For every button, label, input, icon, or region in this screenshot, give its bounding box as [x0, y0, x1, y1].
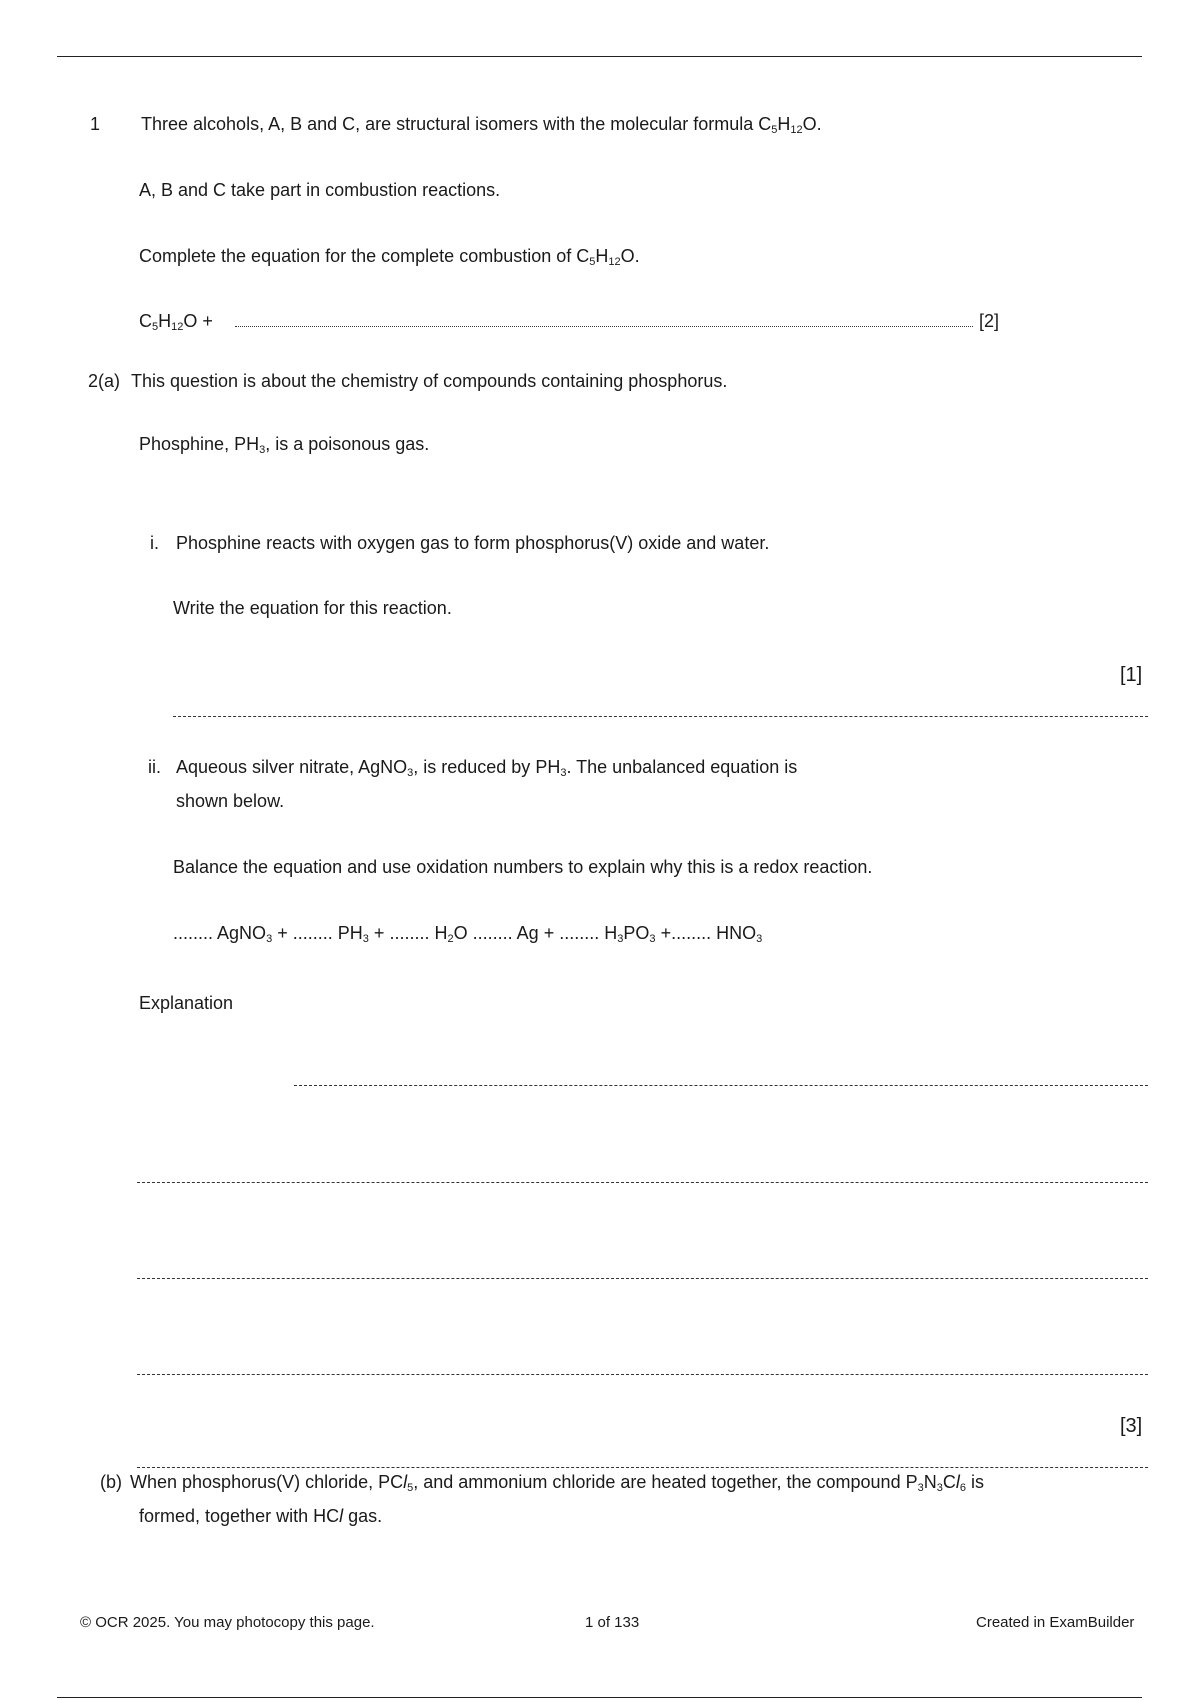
question-1-instruction: Complete the equation for the complete combustion of $C_5H_{12}O$.: [139, 246, 640, 268]
answer-dotted-line[interactable]: [235, 325, 973, 327]
header-rule: [57, 56, 1142, 57]
footer-copyright: © OCR 2025. You may photocopy this page.: [80, 1614, 375, 1631]
marks-part-i: [1]: [1120, 664, 1143, 686]
footer-page-number: 1 of 133: [585, 1614, 640, 1631]
part-i-instruction: Write the equation for this reaction.: [173, 598, 452, 618]
coefficient-blank[interactable]: ........: [173, 923, 214, 943]
coefficient-blank[interactable]: ........: [292, 923, 333, 943]
part-b-text-line2: formed, together with HCl gas.: [139, 1506, 383, 1526]
question-2-intro: This question is about the chemistry of compounds containing phosphorus.: [131, 371, 728, 391]
combustion-equation-lhs: $C_5H_{12}O$ +: [139, 311, 213, 333]
intro-text: Three alcohols, A, B and C, are structural isomers with the molecular formula: [141, 114, 759, 134]
redox-equation: ........ AgNO$_3$ + ........ $PH_3$ + ........ $H_2O$ ........ Ag + ........ $H_3PO_3$ +........ $HNO_3$: [173, 923, 763, 945]
coefficient-blank[interactable]: ........: [389, 923, 430, 943]
explanation-line-1[interactable]: [294, 1085, 1148, 1086]
part-ii-text: Aqueous silver nitrate, AgNO$_3$, is reduced by $PH_3$. The unbalanced equation is: [176, 757, 798, 779]
part-b-text: When phosphorus(V) chloride, PCl$_5$, and ammonium chloride are heated together, the compound $P_3N_3Cl_6$ is: [130, 1472, 984, 1494]
coefficient-blank[interactable]: ........: [472, 923, 513, 943]
footer-created: Created in ExamBuilder: [976, 1614, 1135, 1631]
coefficient-blank[interactable]: ........: [559, 923, 600, 943]
footer-rule: [57, 1697, 1142, 1698]
phosphine-statement: Phosphine, $PH_3$, is a poisonous gas.: [139, 434, 430, 456]
question-number: 2(a): [88, 371, 121, 391]
question-1-line2: A, B and C take part in combustion reactions.: [139, 180, 501, 200]
marks-q1: [2]: [979, 311, 1000, 331]
explanation-line-3[interactable]: [137, 1278, 1148, 1279]
explanation-line-2[interactable]: [137, 1182, 1148, 1183]
answer-line-part-i[interactable]: [173, 716, 1148, 717]
question-1-intro: Three alcohols, A, B and C, are structural isomers with the molecular formula $C_5H_{12}O$.: [141, 114, 822, 136]
explanation-line-4[interactable]: [137, 1374, 1148, 1375]
part-i-text: Phosphine reacts with oxygen gas to form phosphorus(V) oxide and water.: [176, 533, 770, 553]
part-ii-instruction: Balance the equation and use oxidation numbers to explain why this is a redox reaction.: [173, 857, 873, 877]
answer-line-q1[interactable]: [235, 311, 973, 332]
explanation-line-5[interactable]: [137, 1467, 1148, 1468]
part-ii-label: ii.: [148, 757, 161, 777]
explanation-label: Explanation: [139, 993, 234, 1013]
coefficient-blank[interactable]: ........: [671, 923, 712, 943]
part-i-label: i.: [150, 533, 159, 553]
question-number: 1: [90, 114, 101, 134]
part-ii-text-line2: shown below.: [176, 791, 285, 811]
part-b-label: (b): [100, 1472, 122, 1492]
marks-part-ii: [3]: [1120, 1415, 1143, 1437]
